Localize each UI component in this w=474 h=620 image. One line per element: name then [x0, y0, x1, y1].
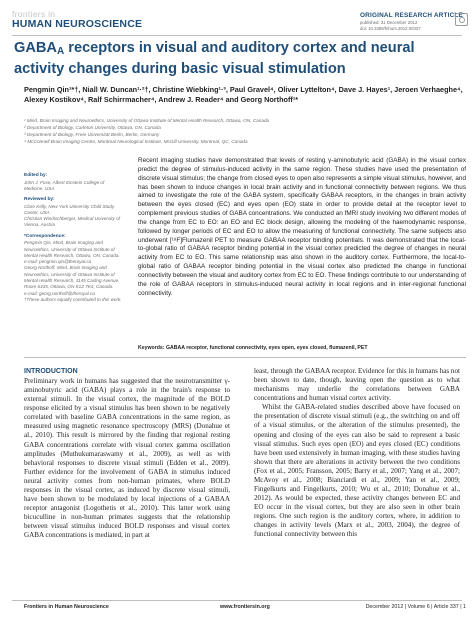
affiliation: ¹ Mind, Brain Imaging and Neuroethics, University of Ottawa Institute of Mental Health Research, Ottawa, ON, Canada [24, 118, 270, 123]
article-title [14, 40, 464, 77]
body-paragraph: Preliminary work in humans has suggested that the neurotransmitter γ-aminobutyric acid (GABA) plays a role in the brain's response to external stimuli. In the visual cortex, the magnitude of the BOLD response elicited by a visual stimulus has been shown to be negatively correlated with baseline GABA concentrations in the same region, as measured using magnetic resonance spectroscopy (MRS) (Donahue et al., 2010). This result is mirrored by the finding that regional resting GABA concentrations correlate with visual cortex gamma oscillation amplitudes (Muthukumaraswamy et al., 2009), as well as with behavioral responses to discrete visual stimuli (Edden et al., 2009). Further evidence for the involvement of GABA in stimulus induced neural activity comes from non-human primates, where BOLD responses in the visual cortex, as induced by discrete visual stimuli, have been shown to be modulated by local injections of a GABAA receptor antagonist (Logothetis et al., 2010). This latter work using bicuculline in non-human primates suggests that the relationship between visual stimulus induced BOLD responses and visual cortex GABA concentrations is mediated, in part at [24, 377, 230, 540]
affiliations [24, 117, 464, 145]
title-rest: receptors in visual and auditory cortex and neural activity changes during basic visual stimulation [14, 40, 415, 77]
keywords-text: GABAA receptor, functional connectivity, eyes open, eyes closed, flumazenil, PET [165, 345, 368, 351]
footer-issue: December 2012 | Volume 6 | Article 337 | 1 [365, 604, 466, 610]
affiliation: ⁴ McConnell Brain Imaging Centre, Montreal Neurological Institute, McGill University, Montreal, QC, Canada [24, 139, 248, 145]
reviewed-by-heading: Reviewed by: [24, 197, 55, 203]
keywords-label: Keywords: [138, 345, 165, 351]
footer-website-link[interactable]: www.frontiersin.org [220, 604, 270, 610]
affiliation: ³ Department of Biology, Freie Universität Berlin, Berlin, Germany [24, 132, 160, 138]
correspondence-heading: *Correspondence: [24, 233, 66, 239]
affiliation: ² Department of Biology, Carleton University, Ottawa, ON, Canada [24, 125, 161, 131]
abstract: Recent imaging studies have demonstrated that levels of resting γ-aminobutyric acid (GABA) in the visual cortex predict the degree of stimulus-induced activity in the same region. These studies have used the presentation of discrete visual stimulus; the change from closed eyes to open also represents a simple visual stimulus, however, and has been shown to induce changes in local brain activity and in functional connectivity between regions. We thus aimed to investigate the role of the GABA system, specifically GABAA receptors, in the changes in brain activity between the eyes closed (EC) and eyes open (EO) state in order to provide detail at the receptor level to complement previous studies of GABA concentrations. We conducted an fMRI study involving two different modes of the change from EC to EO: an EO and EC block design, allowing the modeling of the haemodynamic response, followed by longer periods of EC and EO to allow the measuring of functional connectivity. The same subjects also underwent [¹⁸F]Flumazenil PET to measure GABAA receptor binding potentials. It was demonstrated that the local-to-global ratio of GABAA receptor binding potential in the visual cortex predicted the degree of changes in neural activity from EC to EO. This same relationship was also shown in the auditory cortex. Furthermore, the local-to-global ratio of GABAA receptor binding potential in the visual cortex also predicted the change in functional connectivity between the visual and auditory cortex from EC to EO. These findings contribute to our understanding of the role of GABAA receptors in stimulus-induced neural activity in local regions and in inter-regional functional connectivity. [138, 157, 466, 297]
header-divider [12, 35, 462, 36]
edited-by: John J. Foxe, Albert Einstein College of Medicine, USA [24, 179, 105, 191]
author-list: Pengmin Qin¹*†, Niall W. Duncan¹·²†, Christine Wiebking¹·³, Paul Gravel⁴, Oliver Lyttelton⁴, Dave J. Hayes¹, Jeroen Verhaeghe⁴, Alexey Kostikov⁴, Ralf Schirrmacher⁴, Andrew J. Reader⁴ and Georg Northoff¹* [24, 85, 463, 105]
section-heading-introduction: INTRODUCTION [24, 368, 78, 375]
title-gaba: GABA [14, 40, 57, 56]
article-type-label: ORIGINAL RESEARCH ARTICLE [360, 12, 463, 19]
footer-journal: Frontiers in Human Neuroscience [24, 604, 109, 610]
reviewed-by: Clare Kelly, New York University Child Study Center, USA Christian Windischberger, Medical University of Vienna, Austria [24, 203, 120, 228]
sidebar [24, 173, 122, 303]
body-column-right [254, 367, 460, 539]
body-paragraph: Whilst the GABA-related studies described above have focused on the presentation of discrete visual stimuli (e.g., the switching on and off of a visual stimulus, or the alteration of the stimulus presented), the opening and closing of the eyes can also be said to represent a basic visual stimulus. Such eyes open (EO) and eyes closed (EC) conditions have been used extensively in human imaging, with these studies having shown that there are alterations in activity between the two conditions (Fox et al., 2005; Fransson, 2005; Barry et al., 2007; Yang et al., 2007; McAvoy et al., 2008; Bianciardi et al., 2009; Yan et al., 2009; Fingelkurts and Fingelkurts, 2010; Wu et al., 2010; Donahue et al., 2012). As would be expected, these activity changes between EC and EO occur in the visual cortex, but they are also seen in other brain regions. One such region is the auditory cortex, where, in addition to changes in activity levels (Marx et al., 2003, 2004), the degree of functional connectivity between this [254, 403, 460, 539]
doi: doi: 10.3389/fnhum.2012.00337 [360, 26, 421, 32]
open-access-icon [455, 13, 468, 26]
edited-by-heading: Edited by: [24, 173, 48, 178]
correspondence: Pengmin Qin, Mind, Brain Imaging and Neuroethics, University of Ottawa Institute of Mental Health Research, Ottawa, ON, Canada. e-mail: pengmin.qin@theroyal.ca Georg Northoff, Mind, Brain Imaging and Neuroethics, University of Ottawa Institute of Mental Health Research, 1145 Carling Avenue, Room 6435, Ottawa, ON K1Z 7K4, Canada. e-mail: georg.northoff@theroyal.ca †These authors equally contributed to this work. [24, 240, 122, 302]
published-date: published: 31 December 2012 [360, 20, 418, 25]
article-type-block [360, 12, 468, 31]
keywords [138, 345, 466, 352]
journal-name: HUMAN NEUROSCIENCE [12, 18, 143, 30]
journal-masthead [12, 10, 142, 30]
title-subscript: A [56, 46, 65, 57]
body-paragraph: least, through the GABAA receptor. Evidence for this in humans has not been shown to date, though, leaving open the question as to what mechanisms may underlie the correlations between GABA concentrations and human visual cortex activity. [254, 367, 460, 403]
journal-name-small: frontiers in [12, 9, 56, 19]
body-column-left [24, 367, 230, 540]
abstract-divider [24, 357, 466, 358]
footer-divider [12, 600, 462, 601]
